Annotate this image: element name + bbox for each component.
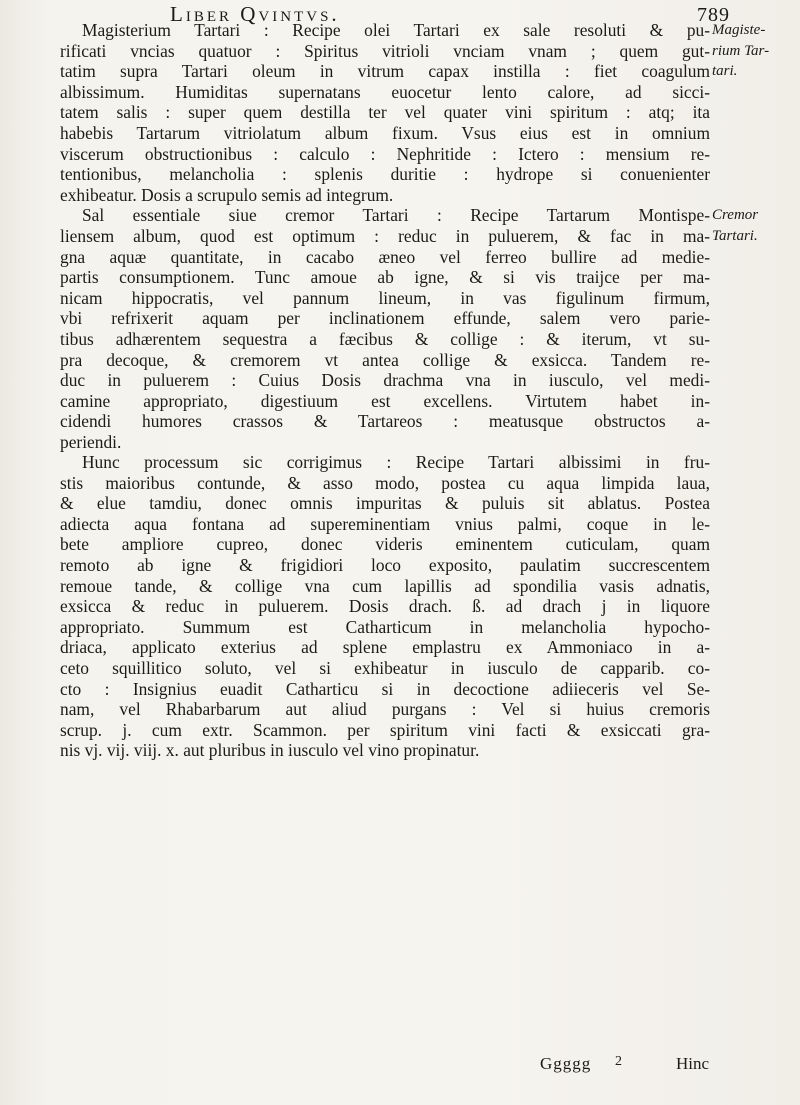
text-line: vbi refrixerit aquam per inclinationem effunde, salem vero parie- xyxy=(60,308,710,329)
text-line: nicam hippocratis, vel pannum lineum, in vas figulinum firmum, xyxy=(60,287,710,308)
text-line: scrup. j. cum extr. Scammon. per spiritum vini facti & exsiccati gra- xyxy=(60,719,710,740)
text-line: Magisterium Tartari : Recipe olei Tartari ex sale resoluti & pu- xyxy=(82,20,710,40)
text-line: appropriato. Summum est Catharticum in melancholia hypocho- xyxy=(60,616,710,637)
margin-note: Magiste- xyxy=(712,22,766,38)
text-line: exsicca & reduc in puluerem. Dosis drach. ß. ad drach j in liquore xyxy=(60,596,710,617)
text-line: remoto ab igne & frigidiori loco exposito, paulatim succrescentem xyxy=(60,554,710,575)
text-line: habebis Tartarum vitriolatum album fixum. Vsus eius est in omnium xyxy=(60,122,710,143)
text-line: tentionibus, melancholia : splenis duritie : hydrope si conuenienter xyxy=(60,164,710,185)
text-line: nis vj. vij. viij. x. aut pluribus in iusculo vel vino propinatur. xyxy=(60,740,480,761)
text-line: nam, vel Rhabarbarum aut aliud purgans : Vel si huius cremoris xyxy=(60,699,710,720)
text-line: duc in puluerem : Cuius Dosis drachma vna in iusculo, vel medi- xyxy=(60,370,710,391)
text-line: liensem album, quod est optimum : reduc in puluerem, & fac in ma- xyxy=(60,225,710,246)
signature-number: 2 xyxy=(615,1054,622,1069)
text-line: ceto squillitico soluto, vel si exhibeatur in iusculo de capparib. co- xyxy=(60,657,710,678)
text-line: periendi. xyxy=(60,431,122,452)
text-line: & elue tamdiu, donec omnis impuritas & puluis sit ablatus. Postea xyxy=(60,493,710,514)
text-line: gna aquæ quantitate, in cacabo æneo vel ferreo bullire ad medie- xyxy=(60,246,710,267)
margin-note: tari. xyxy=(712,63,738,80)
signature-mark: Ggggg xyxy=(540,1054,592,1073)
text-line: bete ampliore cupreo, donec videris eminentem cuticulam, quam xyxy=(60,534,710,555)
running-title: Liber Qvintvs. xyxy=(170,2,340,26)
text-line: cto : Insignius euadit Catharticu si in decoctione adiieceris vel Se- xyxy=(60,678,710,699)
text-line: tatem salis : super quem destilla ter vel quater vini spiritum : atq; ita xyxy=(60,102,710,123)
text-line: tatim supra Tartari oleum in vitrum capax instilla : fiet coagulum xyxy=(60,61,710,82)
text-line: Sal essentiale siue cremor Tartari : Recipe Tartarum Montispe- xyxy=(82,205,710,226)
text-line: pra decoque, & cremorem vt antea collige & exsicca. Tandem re- xyxy=(60,349,710,370)
text-line: partis consumptionem. Tunc amoue ab igne, & si vis traijce per ma- xyxy=(60,267,710,288)
margin-note: rium Tar- xyxy=(712,42,770,59)
paragraph-magisterium-tartari xyxy=(60,20,710,452)
text-line: adiecta aqua fontana ad supereminentiam vnius palmi, coque in le- xyxy=(60,513,710,534)
text-line: remoue tande, & collige vna cum lapillis ad spondilia vasis adnatis, xyxy=(60,575,710,596)
margin-note: Cremor xyxy=(712,207,759,224)
text-line: exhibeatur. Dosis a scrupulo semis ad integrum. xyxy=(60,184,394,205)
text-line: albissimum. Humiditas supernatans euocetur lento calore, ad sicci- xyxy=(60,81,710,102)
text-line: cidendi humores crassos & Tartareos : meatusque obstructos a- xyxy=(60,411,710,432)
page-number: 789 xyxy=(697,4,730,26)
margin-note: Tartari. xyxy=(712,228,758,244)
catchword: Hinc xyxy=(676,1054,710,1073)
text-line: viscerum obstructionibus : calculo : Nephritide : Ictero : mensium re- xyxy=(60,143,710,164)
text-line: rificati vncias quatuor : Spiritus vitrioli vnciam vnam ; quem gut- xyxy=(60,40,710,61)
paragraph-correction-process xyxy=(60,452,710,761)
text-line: Hunc processum sic corrigimus : Recipe Tartari albissimi in fru- xyxy=(82,452,710,472)
text-line: driaca, applicato exterius ad splene emplastru ex Ammoniaco in a- xyxy=(60,637,710,658)
text-line: camine appropriato, digestiuum est excellens. Virtutem habet in- xyxy=(60,390,710,411)
text-line: stis maioribus contunde, & asso modo, postea cu aqua limpida laua, xyxy=(60,472,710,493)
text-line: tibus adhærentem sequestra a fæcibus & collige : & iterum, vt su- xyxy=(60,328,710,349)
